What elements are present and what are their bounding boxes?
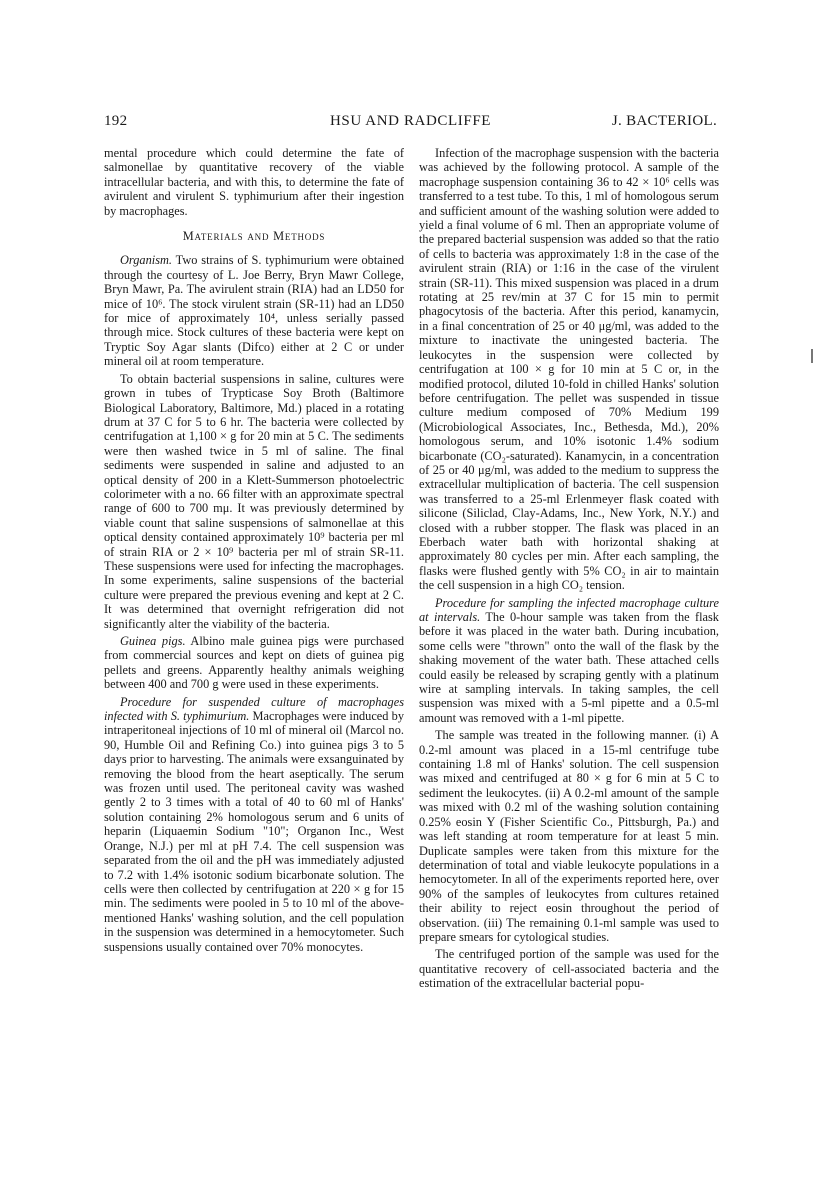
run-in-heading: Organism. — [120, 253, 173, 268]
paragraph-infection-protocol: Infection of the macrophage suspension with the bacteria was achieved by the following protocol. A sample of the macrophage suspension containing 36 to 42 × 10⁶ cells was transferred to a test tube. To this, 1 ml of homologous serum and sufficient amount of the washing solution were added to yield a final volume of 6 ml. Then an appropriate volume of the prepared bacterial suspension was added so that the ratio of cells to bacteria was approximately 1:8 in the case of the avirulent strain (RIA) or 1:16 in the case of the virulent strain (SR-11). This mixed suspension was placed in a drum rotating at 25 rev/min at 37 C for 15 min to permit phagocytosis of the bacteria. After this period, kanamycin, in a final concentration of 25 or 40 μg/ml, was added to the mixture to inactivate the uningested bacteria. The leukocytes in the suspension were collected by centrifugation at 100 × g for 10 min at 5 C or, in the modified protocol, diluted 10-fold in chilled Hanks' solution before centrifugation. The pellet was suspended in tissue culture medium composed of 70% Medium 199 (Microbiological Associates, Inc., Bethesda, Md.), 20% homologous serum, and 10% isotonic 1.4% sodium bicarbonate (CO₂-saturated). Kanamycin, in a concentration of 25 or 40 μg/ml, was added to the medium to suppress the extracellular multiplication of bacteria. The cell suspension was transferred to a 25-ml Erlenmeyer flask coated with silicone (Siliclad, Clay-Adams, Inc., New York, N.Y.) and closed with a rubber stopper. The flask was placed in an Eberbach water bath with horizontal shaking at approximately 80 cycles per min. After each sampling, the flasks were flushed gently with 5% CO₂ in air to maintain the cell suspension in a high CO₂ tension. — [419, 146, 719, 593]
paragraph-text: Two strains of S. typhimurium were obtained through the courtesy of L. Joe Berry, Bryn Mawr College, Bryn Mawr, Pa. The avirulent strain (RIA) had an LD50 for mice of 10⁶. The stock virulent strain (SR-11) had an LD50 for mice of approximately 10⁴, unless serially passed through mice. Stock cultures of these bacteria were kept on Tryptic Soy Agar slants (Difco) either at 2 C or under mineral oil at room temperature. — [104, 253, 404, 369]
running-authors: HSU AND RADCLIFFE — [329, 113, 492, 129]
paragraph-text: Albino male guinea pigs were purchased from commercial sources and kept on diets of guinea pig pellets and greens. Apparently healthy animals weighing between 400 and 700 g were used in these experiments. — [104, 634, 404, 692]
paragraph-procedure-culture — [104, 695, 404, 954]
run-in-heading: Procedure for suspended culture of macrophages infected with S. typhimurium. — [104, 694, 404, 724]
run-in-heading: Guinea pigs. — [120, 634, 186, 648]
paragraph-organism — [104, 253, 404, 368]
paragraph-sampling — [419, 596, 719, 726]
paragraph-continuation: mental procedure which could determine the fate of salmonellae by quantitative recovery of the viable intracellular bacteria, and with this, to determine the fate of avirulent and virulent S. typhimurium after their ingestion by macrophages. — [104, 146, 404, 218]
page-number: 192 — [104, 113, 128, 129]
paragraph-text: The 0-hour sample was taken from the flask before it was placed in the water bath. During incubation, some cells were "thrown" onto the wall of the flask by the shaking movement of the water bath. These attached cells could easily be released by scraping gently with a platinum wire at sampling intervals. In taking samples, the cell suspension was mixed with a 5-ml pipette and a 0.5-ml amount was removed with a 1-ml pipette. — [419, 610, 719, 725]
left-column — [104, 146, 404, 954]
right-column — [419, 146, 719, 991]
journal-name: J. BACTERIOL. — [611, 113, 717, 129]
paragraph-text: Macrophages were induced by intraperitoneal injections of 10 ml of mineral oil (Marcol no. 90, Humble Oil and Refining Co.) into guinea pigs 3 to 5 days prior to harvesting. The animals were exsanguinated by removing the blood from the heart aseptically. The serum was frozen until used. The peritoneal cavity was washed gently 2 to 3 times with a total of 40 to 60 ml of Hanks' solution containing 2% homologous serum and 6 units of heparin (Liquaemin Sodium "10"; Organon Inc., West Orange, N.J.) per ml at pH 7.4. The cell suspension was separated from the oil and the pH was immediately adjusted to 7.2 with 1.4% isotonic sodium bicarbonate solution. The cells were then collected by centrifugation at 220 × g for 15 min. The sediments were pooled in 5 to 10 ml of the above-mentioned Hanks' washing solution, and the cell population in the suspension was determined in a hemocytometer. Such suspensions usually contained over 70% monocytes. — [104, 709, 404, 954]
paragraph-centrifuged-portion: The centrifuged portion of the sample was used for the quantitative recovery of cell-associated bacteria and the estimation of the extracellular bacterial popu- — [419, 947, 719, 991]
paragraph-guinea-pigs — [104, 634, 404, 692]
margin-mark — [811, 349, 813, 363]
paragraph-sample-treatment: The sample was treated in the following manner. (i) A 0.2-ml amount was placed in a 15-ml centrifuge tube containing 1.8 ml of Hanks' solution. The cell suspension was mixed and centrifuged at 80 × g for 6 min at 5 C to sediment the leukocytes. (ii) A 0.2-ml amount of the sample was mixed with 0.2 ml of the washing solution containing 0.25% eosin Y (Fisher Scientific Co., Pittsburgh, Pa.) and was left standing at room temperature for at least 5 min. Duplicate samples were taken from this mixture for the determination of total and viable leukocyte populations in a hemocytometer. In all of the experiments reported here, over 90% of the samples of leukocytes from cultures retained their ability to reject eosin throughout the period of observation. (iii) The remaining 0.1-ml sample was used to prepare smears for cytological studies. — [419, 728, 719, 944]
paragraph-bacterial-suspensions: To obtain bacterial suspensions in saline, cultures were grown in tubes of Trypticase Soy Broth (Baltimore Biological Laboratory, Baltimore, Md.) placed in a rotating drum at 37 C for 5 to 6 hr. The bacteria were collected by centrifugation at 1,100 × g for 20 min at 5 C. The sediments were then washed twice in 5 ml of saline. The final sediments were suspended in saline and adjusted to an optical density of 200 in a Klett-Summerson photoelectric colorimeter with a no. 66 filter with an approximate spectral range of 600 to 700 mμ. It was previously determined by viable count that saline suspensions of salmonellae at this optical density contained approximately 10⁹ bacteria per ml of strain RIA or 2 × 10⁹ bacteria per ml of strain SR-11. These suspensions were used for infecting the macrophages. In some experiments, saline suspensions of the bacterial culture were prepared the previous evening and kept at 2 C. It was determined that overnight refrigeration did not significantly alter the viability of the bacteria. — [104, 371, 404, 631]
run-in-heading: Procedure for sampling the infected macrophage culture at intervals. — [419, 595, 719, 624]
section-heading: Materials and Methods — [182, 229, 326, 244]
running-header — [104, 113, 717, 135]
